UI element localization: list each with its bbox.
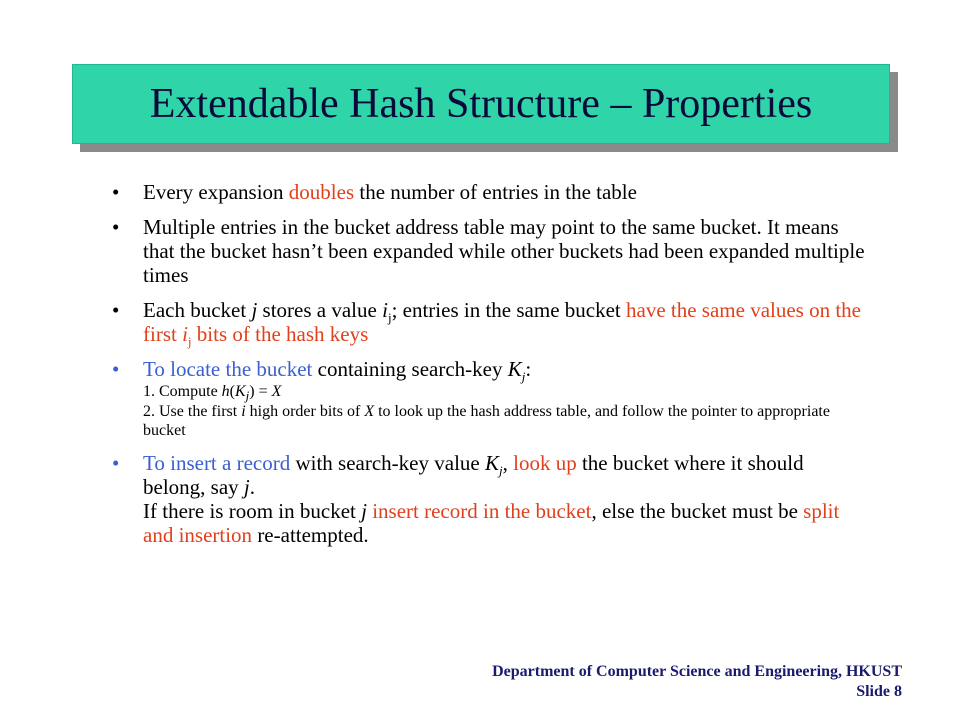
bullet-dot: • <box>112 451 120 475</box>
highlight-text: split and insertion <box>143 499 840 547</box>
bullet-point-1 <box>110 180 870 204</box>
var-j: j <box>251 298 258 322</box>
text: Every expansion <box>143 180 289 204</box>
subscript-j: j <box>499 463 503 479</box>
department-label: Department of Computer Science and Engineering, HKUST <box>492 663 902 680</box>
text: If there is room in bucket <box>143 499 362 523</box>
text: . <box>249 475 255 499</box>
highlight-text: look up <box>513 451 577 475</box>
var-i: i <box>182 322 188 346</box>
var-K: K <box>507 357 522 381</box>
text: Multiple entries in the bucket address table may point to the same bucket. It means that the bucket hasn’t been expanded while other buckets had been expanded multiple times <box>143 215 865 287</box>
text: 1. Compute <box>143 383 222 400</box>
var-K: K <box>235 383 246 400</box>
var-X: X <box>271 383 282 400</box>
highlight-text: To locate the bucket <box>143 357 313 381</box>
step-2 <box>143 402 870 440</box>
text: : <box>525 357 532 381</box>
text: ) = <box>249 383 272 400</box>
highlight-text: insert record in the bucket <box>366 499 592 523</box>
bullet-dot: • <box>112 357 120 381</box>
text: with search-key value <box>290 451 485 475</box>
text: ( <box>229 383 235 400</box>
var-h: h <box>221 383 230 400</box>
text: stores a value <box>257 298 383 322</box>
text: 2. Use the first <box>143 403 242 420</box>
text: to look up the hash address table, and follow the pointer to appropriate bucket <box>143 403 830 439</box>
bullet-point-2 <box>110 215 870 287</box>
title-banner <box>72 64 890 144</box>
text: , else the bucket must be <box>591 499 804 523</box>
var-i: i <box>382 298 388 322</box>
text: re-attempted. <box>252 523 369 547</box>
text: bits of the hash keys <box>191 322 369 346</box>
subscript-j: j <box>387 310 392 326</box>
text: the bucket where it should belong, say <box>143 451 804 499</box>
bullet-dot: • <box>112 215 120 239</box>
var-X: X <box>364 403 375 420</box>
var-j: j <box>361 499 367 523</box>
var-K: K <box>484 451 499 475</box>
text: have the same values on the first <box>143 298 861 346</box>
var-i: i <box>241 403 246 420</box>
step-1 <box>143 382 870 404</box>
highlight-text: To insert a record <box>143 451 291 475</box>
text: containing search-key <box>312 357 508 381</box>
text: the number of entries in the table <box>354 180 637 204</box>
bullet-dot: • <box>112 180 120 204</box>
text: ; entries in the same bucket <box>391 298 626 322</box>
bullet-dot: • <box>112 298 120 322</box>
slide-footer <box>492 662 902 702</box>
bullet-point-4 <box>110 357 870 440</box>
text: high order bits of <box>245 403 365 420</box>
subscript-j: j <box>187 334 192 350</box>
text: Each bucket <box>143 298 252 322</box>
var-j: j <box>243 475 250 499</box>
highlight-text: doubles <box>288 180 355 204</box>
bullet-point-5 <box>110 451 870 547</box>
text: , <box>502 451 514 475</box>
bullet-point-3 <box>110 298 870 350</box>
subscript-j: j <box>245 388 250 404</box>
subscript-j: j <box>521 369 526 385</box>
bullet-list <box>110 180 870 558</box>
slide-number: Slide 8 <box>856 683 902 700</box>
slide-title: Extendable Hash Structure – Properties <box>149 81 813 127</box>
